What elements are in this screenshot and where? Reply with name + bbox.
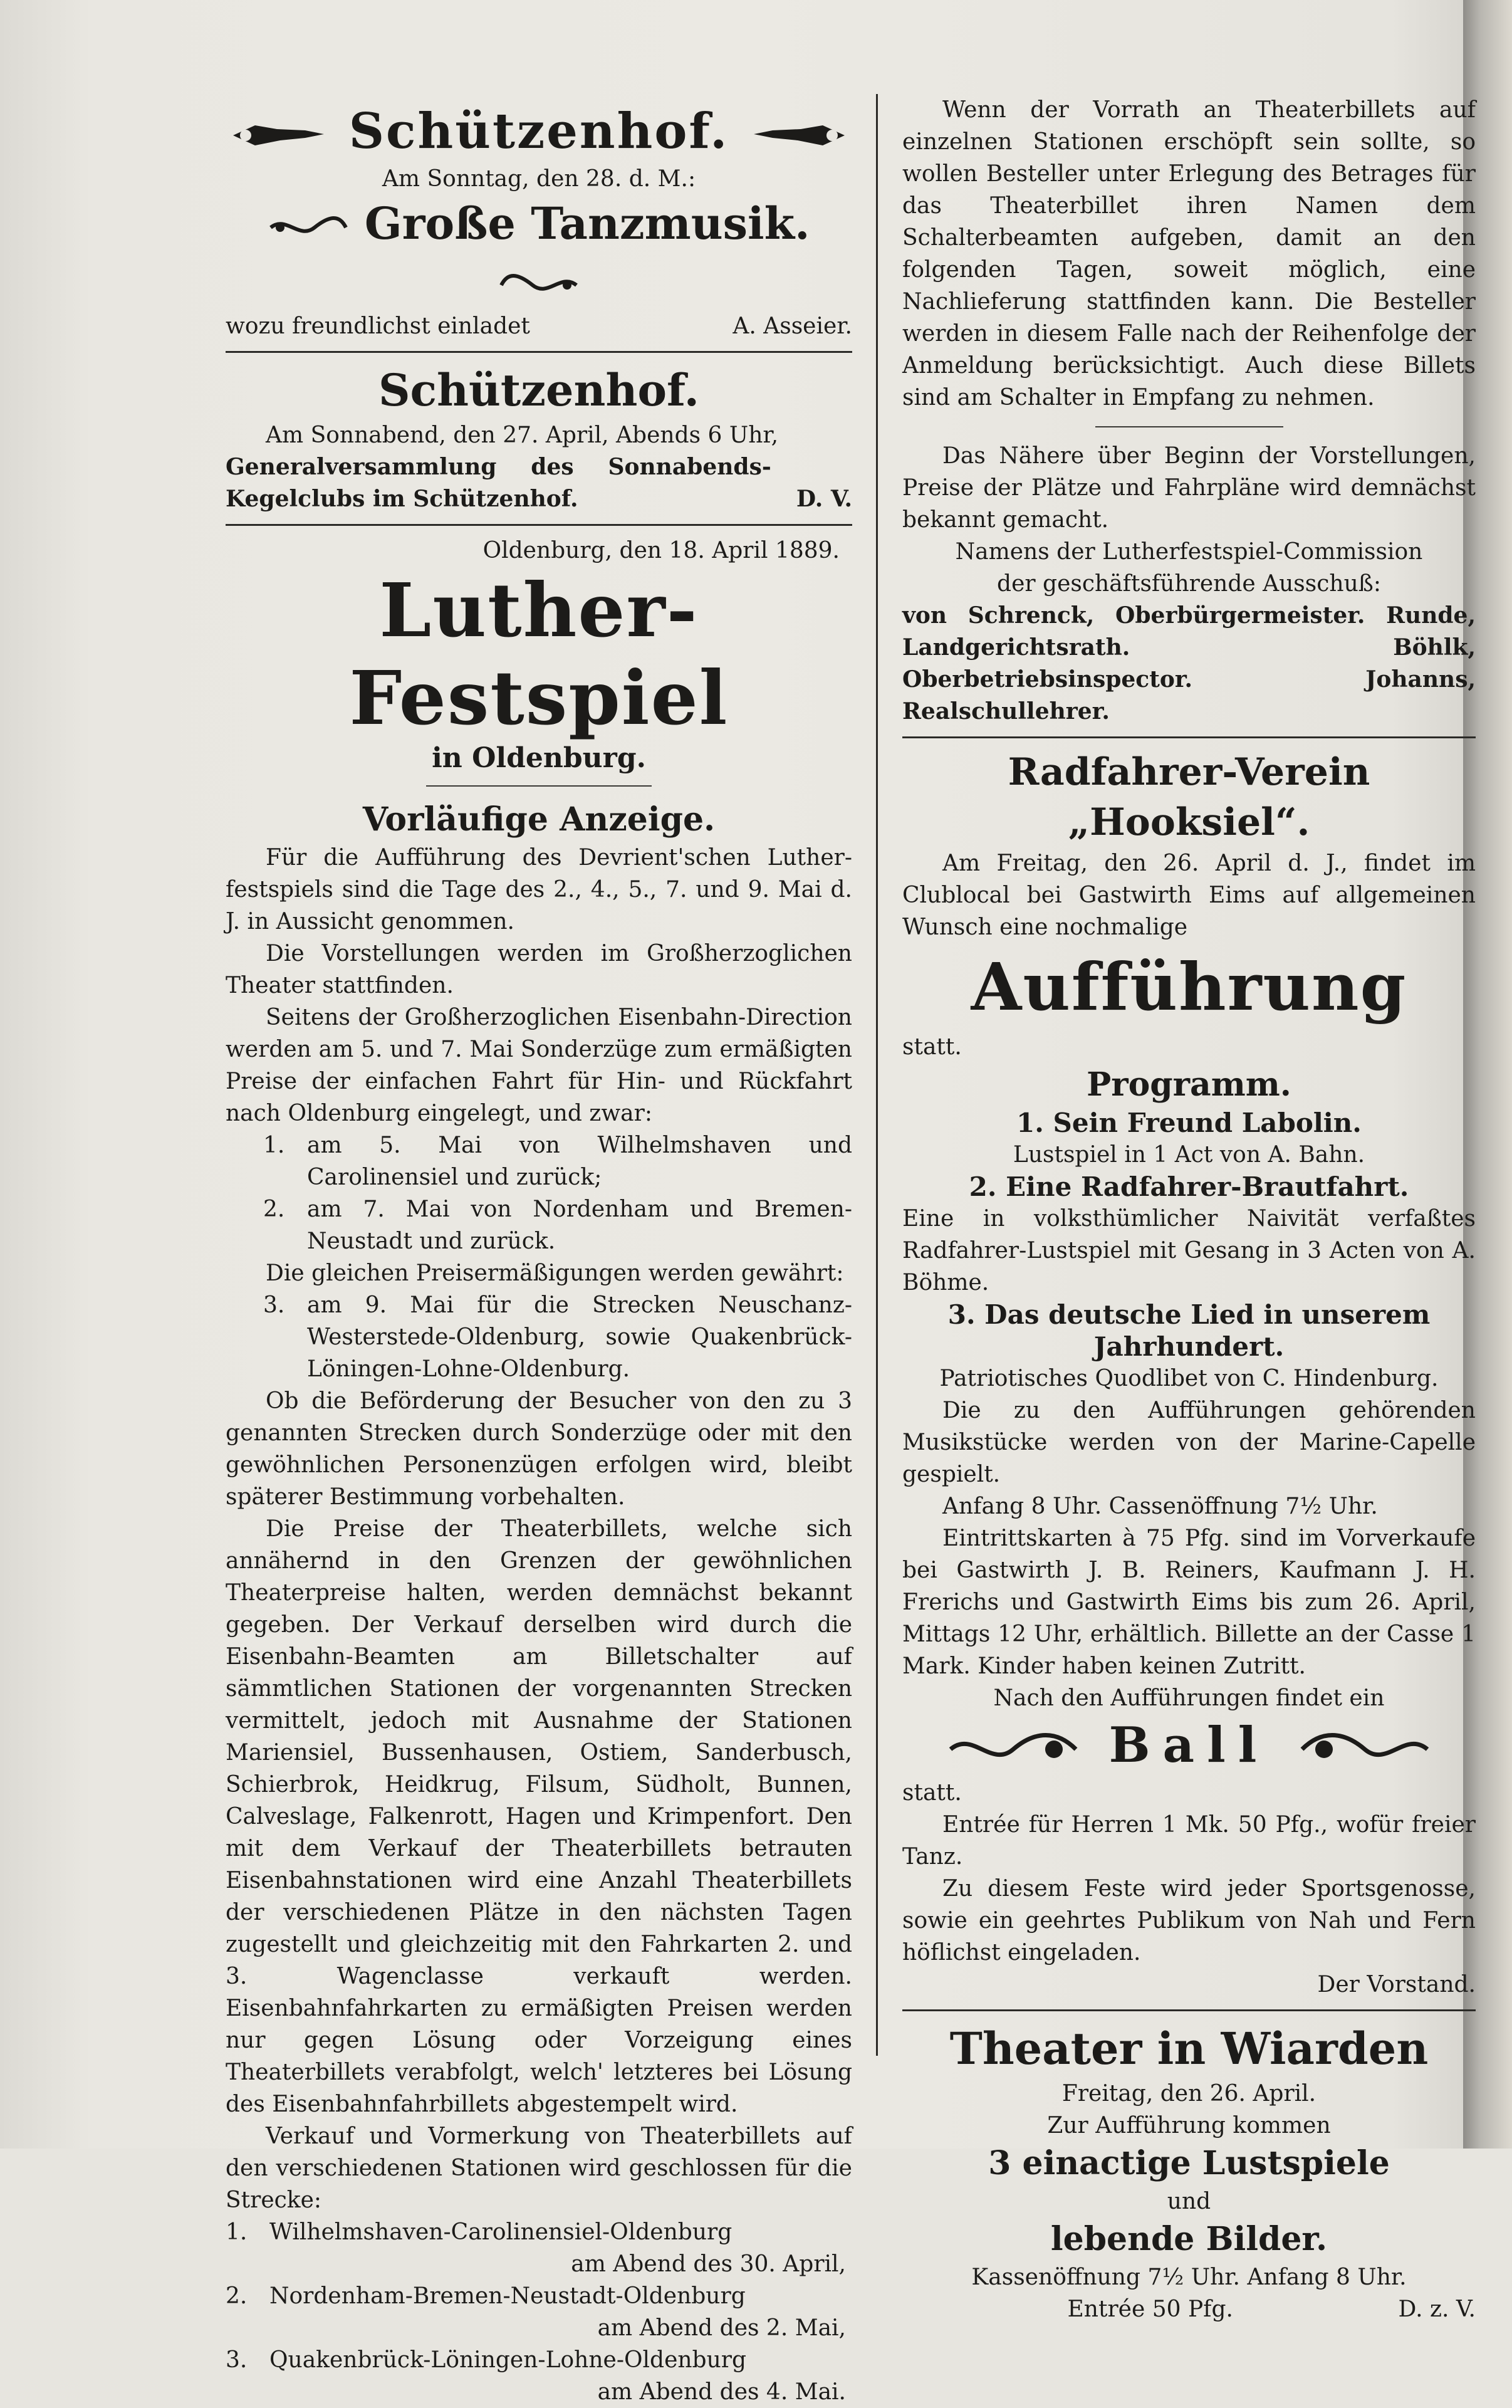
pointing-hand-right-icon bbox=[230, 119, 330, 152]
radfahrer-item1-sub: Lustspiel in 1 Act von A. Bahn. bbox=[1013, 1142, 1365, 1168]
radfahrer-programm: Programm. bbox=[1087, 1065, 1291, 1104]
wiarden-title: Theater in Wiarden bbox=[949, 2023, 1429, 2075]
schuetzenhof-meeting-body: Generalversammlung des Sonnabends-Kegelclubs im Schützenhof. bbox=[226, 454, 771, 512]
divider bbox=[226, 351, 852, 353]
wiarden-date: Freitag, den 26. April. bbox=[1061, 2081, 1316, 2107]
luther-p2: Die Vorstellungen werden im Großherzoglichen Theater stattfinden. bbox=[226, 941, 852, 998]
radfahrer-statt: statt. bbox=[902, 1034, 962, 1060]
luther-continuation bbox=[902, 94, 1476, 728]
divider bbox=[902, 2009, 1476, 2011]
luther-routes bbox=[226, 2216, 852, 2408]
radfahrer-ball: Ball bbox=[1108, 1717, 1270, 1774]
divider bbox=[902, 736, 1476, 738]
luther-dateline: Oldenburg, den 18. April 1889. bbox=[482, 538, 840, 563]
ornament-left-icon bbox=[947, 1724, 1079, 1774]
wiarden-bilder: lebende Bilder. bbox=[1050, 2220, 1328, 2258]
schuetzenhof-meeting-title: Schützenhof. bbox=[378, 364, 700, 416]
ad-radfahrer-verein bbox=[902, 747, 1476, 2001]
radfahrer-times: Anfang 8 Uhr. Cassenöffnung 7½ Uhr. bbox=[942, 1494, 1378, 1519]
luther-heading: Vorläufige Anzeige. bbox=[362, 800, 716, 839]
radfahrer-item1-title: 1. Sein Freund Labolin. bbox=[1016, 1107, 1362, 1138]
short-rule bbox=[426, 785, 652, 787]
luther-commission: Namens der Lutherfestspiel-Commission bbox=[955, 539, 1423, 565]
radfahrer-after: Nach den Aufführungen findet ein bbox=[993, 1685, 1385, 1711]
radfahrer-signature: Der Vorstand. bbox=[1317, 1972, 1476, 1997]
column-divider bbox=[876, 94, 878, 2056]
right-column bbox=[902, 75, 1476, 2325]
luther-p1: Für die Aufführung des Devrient'schen Luther-festspiels sind die Tage des 2., 4., 5., 7. und 9. Mai d. J. in Aussicht genommen. bbox=[226, 845, 852, 934]
ad-schuetzenhof-meeting bbox=[226, 362, 852, 515]
list-item: 1. am 5. Mai von Wilhelmshaven und Carolinensiel und zurück; bbox=[263, 1133, 852, 1190]
ornament-right-icon bbox=[498, 270, 580, 301]
ad-schuetzenhof-dance bbox=[226, 100, 852, 342]
luther-p6: Die Preise der Theaterbillets, welche sich annähernd in den Grenzen der gewöhnlichen Theaterpreise halten, werden demnächst bekannt gegeben. Der Verkauf derselben wird durch die Eisenbahn-Beamten am Billetschalter auf sämmtlichen Stationen der vorgenannten Strecken vermittelt, jedoch mit Ausnahme der Stationen Mariensiel, Bussenhausen, Ostiem, Sanderbusch, Schierbrok, Heidkrug, Filsum, Südholt, Bunnen, Calveslage, Falkenrott, Hagen und Krimpenfort. Den mit dem Verkauf der Theaterbillets betrauten Eisenbahnstationen wird eine Anzahl Theaterbillets der verschiedenen Plätze in den nächsten Tagen zugestellt und gleichzeitig mit den Fahrkarten 2. und 3. Wagenclasse verkauft werden. Eisenbahnfahrkarten zu ermäßigten Preisen werden nur gegen Lösung oder Vorzeigung eines Theaterbillets verabfolgt, welch' letzteres bei Lösung des Eisenbahnfahrbillets abgestempelt wird. bbox=[226, 1516, 852, 2117]
radfahrer-title: Radfahrer-Verein „Hooksiel“. bbox=[1008, 750, 1370, 844]
left-column bbox=[226, 75, 852, 2408]
ad-theater-wiarden bbox=[902, 2020, 1476, 2325]
luther-committee: der geschäftsführende Ausschuß: bbox=[997, 571, 1381, 597]
luther-p5: Ob die Beförderung der Besucher von den zu 3 genannten Strecken durch Sonderzüge oder mit den gewöhnlichen Personenzügen erfolgen wird, bleibt späterer Bestimmung vorbehalten. bbox=[226, 1388, 852, 1510]
radfahrer-item2-sub: Eine in volksthümlicher Naivität verfaßtes Radfahrer-Lustspiel mit Gesang in 3 Acten von A. Böhme. bbox=[902, 1206, 1476, 1296]
short-rule bbox=[1095, 426, 1283, 427]
ornament-right-icon bbox=[1299, 1724, 1431, 1774]
luther-list2 bbox=[226, 1289, 852, 1385]
radfahrer-invite: Zu diesem Feste wird jeder Sportsgenosse, sowie ein geehrtes Publikum von Nah und Fern höflichst eingeladen. bbox=[902, 1876, 1476, 1966]
luther-p7: Verkauf und Vormerkung von Theaterbillets auf den verschiedenen Stationen wird geschlossen für die Strecke: bbox=[226, 2123, 852, 2213]
luther-signers: von Schrenck, Oberbürgermeister. Runde, Landgerichtsrath. Böhlk, Oberbetriebsinspector. Johanns, Realschullehrer. bbox=[902, 602, 1476, 725]
wiarden-times: Kassenöffnung 7½ Uhr. Anfang 8 Uhr. bbox=[971, 2264, 1407, 2290]
schuetzenhof-dance-date: Am Sonntag, den 28. d. M.: bbox=[382, 166, 696, 192]
schuetzenhof-dance-title: Schützenhof. bbox=[348, 103, 729, 160]
ad-luther-festspiel bbox=[226, 535, 852, 2408]
wiarden-signature: D. z. V. bbox=[1398, 2296, 1476, 2322]
radfahrer-intro: Am Freitag, den 26. April d. J., findet im Clublocal bei Gastwirth Eims auf allgemeinen Wunsch eine nochmalige bbox=[902, 851, 1476, 940]
route-item: 1. Wilhelmshaven-Carolinensiel-Oldenburg am Abend des 30. April, bbox=[226, 2219, 846, 2277]
luther-title: Luther-Festspiel bbox=[349, 567, 729, 741]
radfahrer-item3-title: 3. Das deutsche Lied in unserem Jahrhundert. bbox=[947, 1299, 1431, 1362]
wiarden-entree: Entrée 50 Pfg. bbox=[1067, 2296, 1233, 2322]
radfahrer-entree: Entrée für Herren 1 Mk. 50 Pfg., wofür freier Tanz. bbox=[902, 1812, 1476, 1870]
list-item: 3. am 9. Mai für die Strecken Neuschanz-Westerstede-Oldenburg, sowie Quakenbrück-Löningen-Lohne-Oldenburg. bbox=[263, 1292, 852, 1382]
radfahrer-big: Aufführung bbox=[971, 948, 1407, 1025]
luther-list1 bbox=[226, 1129, 852, 1257]
luther-p3: Seitens der Großherzoglichen Eisenbahn-Direction werden am 5. und 7. Mai Sonderzüge zum ermäßigten Preise der einfachen Fahrt für Hin- und Rückfahrt nach Oldenburg eingelegt, und zwar: bbox=[226, 1005, 852, 1126]
radfahrer-item2-title: 2. Eine Radfahrer-Brautfahrt. bbox=[969, 1171, 1409, 1202]
luther-cont-p2: Das Nähere über Beginn der Vorstellungen, Preise der Plätze und Fahrpläne wird demnächst bekannt gemacht. bbox=[902, 443, 1476, 533]
schuetzenhof-dance-event: Große Tanzmusik. bbox=[364, 197, 810, 249]
wiarden-und: und bbox=[1167, 2189, 1211, 2214]
wiarden-plays: 3 einactige Lustspiele bbox=[988, 2144, 1390, 2182]
pointing-hand-left-icon bbox=[748, 119, 848, 152]
schuetzenhof-dance-invite: wozu freundlichst einladet bbox=[226, 313, 530, 339]
radfahrer-tickets: Eintrittskarten à 75 Pfg. sind im Vorverkaufe bei Gastwirth J. B. Reiners, Kaufmann J. H. Frerichs und Gastwirth Eims bis zum 26. April, Mittags 12 Uhr, erhältlich. Billette an der Casse 1 Mark. Kinder haben keinen Zutritt. bbox=[902, 1526, 1476, 1679]
radfahrer-item3-sub: Patriotisches Quodlibet von C. Hindenburg. bbox=[939, 1366, 1439, 1391]
list-item: 2. am 7. Mai von Nordenham und Bremen-Neustadt und zurück. bbox=[263, 1196, 852, 1254]
luther-cont-p1: Wenn der Vorrath an Theaterbillets auf einzelnen Stationen erschöpft sein sollte, so wollen Besteller unter Erlegung des Betrages für das Theaterbillet ihren Namen dem Schalterbeamten aufgeben, damit an den folgenden Tagen, soweit möglich, eine Nachlieferung stattfinden kann. Die Besteller werden in diesem Falle nach der Reihenfolge der Anmeldung berücksichtigt. Auch diese Billets sind am Schalter in Empfang zu nehmen. bbox=[902, 97, 1476, 411]
ornament-left-icon bbox=[268, 212, 349, 243]
luther-subtitle: in Oldenburg. bbox=[432, 742, 646, 774]
route-item: 2. Nordenham-Bremen-Neustadt-Oldenburg am Abend des 2. Mai, bbox=[226, 2283, 846, 2341]
radfahrer-statt2: statt. bbox=[902, 1780, 962, 1806]
wiarden-line1: Zur Aufführung kommen bbox=[1047, 2113, 1331, 2138]
divider bbox=[226, 524, 852, 526]
schuetzenhof-dance-signature: A. Asseier. bbox=[733, 313, 852, 339]
radfahrer-music: Die zu den Aufführungen gehörenden Musikstücke werden von der Marine-Capelle gespielt. bbox=[902, 1398, 1476, 1487]
schuetzenhof-meeting-date: Am Sonnabend, den 27. April, Abends 6 Uhr, bbox=[266, 422, 779, 448]
schuetzenhof-meeting-signature: D. V. bbox=[796, 486, 852, 512]
route-item: 3. Quakenbrück-Löningen-Lohne-Oldenburg am Abend des 4. Mai. bbox=[226, 2347, 846, 2405]
luther-p4: Die gleichen Preisermäßigungen werden gewährt: bbox=[266, 1260, 844, 1286]
